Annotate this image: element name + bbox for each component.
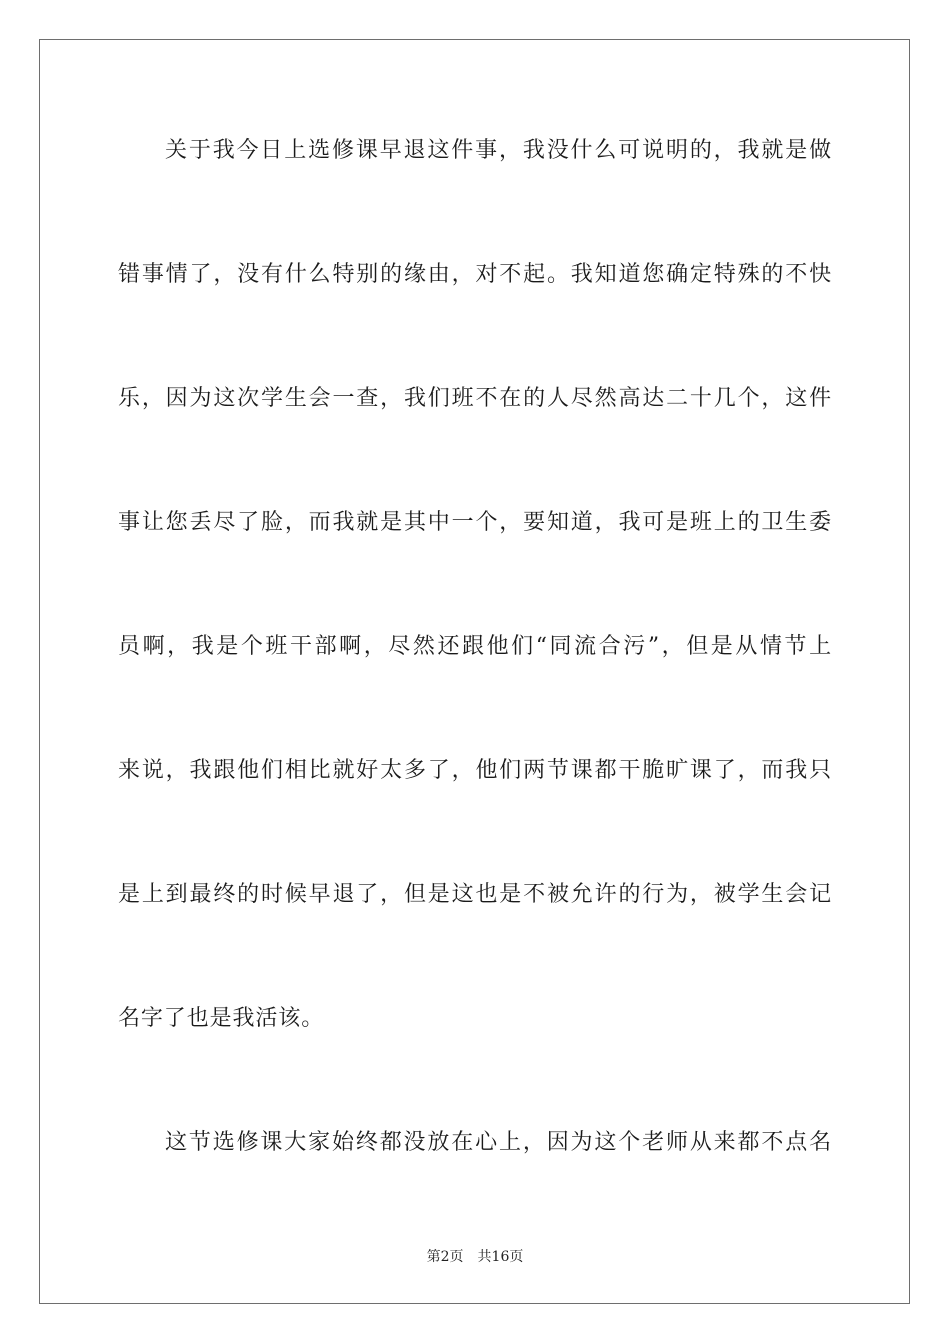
paragraph-1-line-6: 来说，我跟他们相比就好太多了，他们两节课都干脆旷课了，而我只: [118, 758, 832, 783]
page-border: [39, 39, 910, 1304]
current-page-number: 第2页: [426, 1249, 464, 1265]
total-page-count: 共16页: [477, 1249, 524, 1265]
paragraph-1-line-7: 是上到最终的时候早退了，但是这也是不被允许的行为，被学生会记: [118, 882, 832, 907]
page-footer: [0, 1248, 950, 1266]
paragraph-1-line-1: 关于我今日上选修课早退这件事，我没什么可说明的，我就是做: [165, 138, 832, 163]
paragraph-1-line-2: 错事情了，没有什么特别的缘由，对不起。我知道您确定特殊的不快: [118, 262, 832, 287]
paragraph-1-line-3: 乐，因为这次学生会一查，我们班不在的人尽然高达二十几个，这件: [118, 386, 832, 411]
paragraph-1-line-8: 名字了也是我活该。: [118, 1006, 325, 1031]
paragraph-1-line-4: 事让您丢尽了脸，而我就是其中一个，要知道，我可是班上的卫生委: [118, 510, 832, 535]
paragraph-1-line-5: 员啊，我是个班干部啊，尽然还跟他们“同流合污”，但是从情节上: [118, 634, 832, 659]
paragraph-2-line-1: 这节选修课大家始终都没放在心上，因为这个老师从来都不点名: [165, 1130, 832, 1155]
